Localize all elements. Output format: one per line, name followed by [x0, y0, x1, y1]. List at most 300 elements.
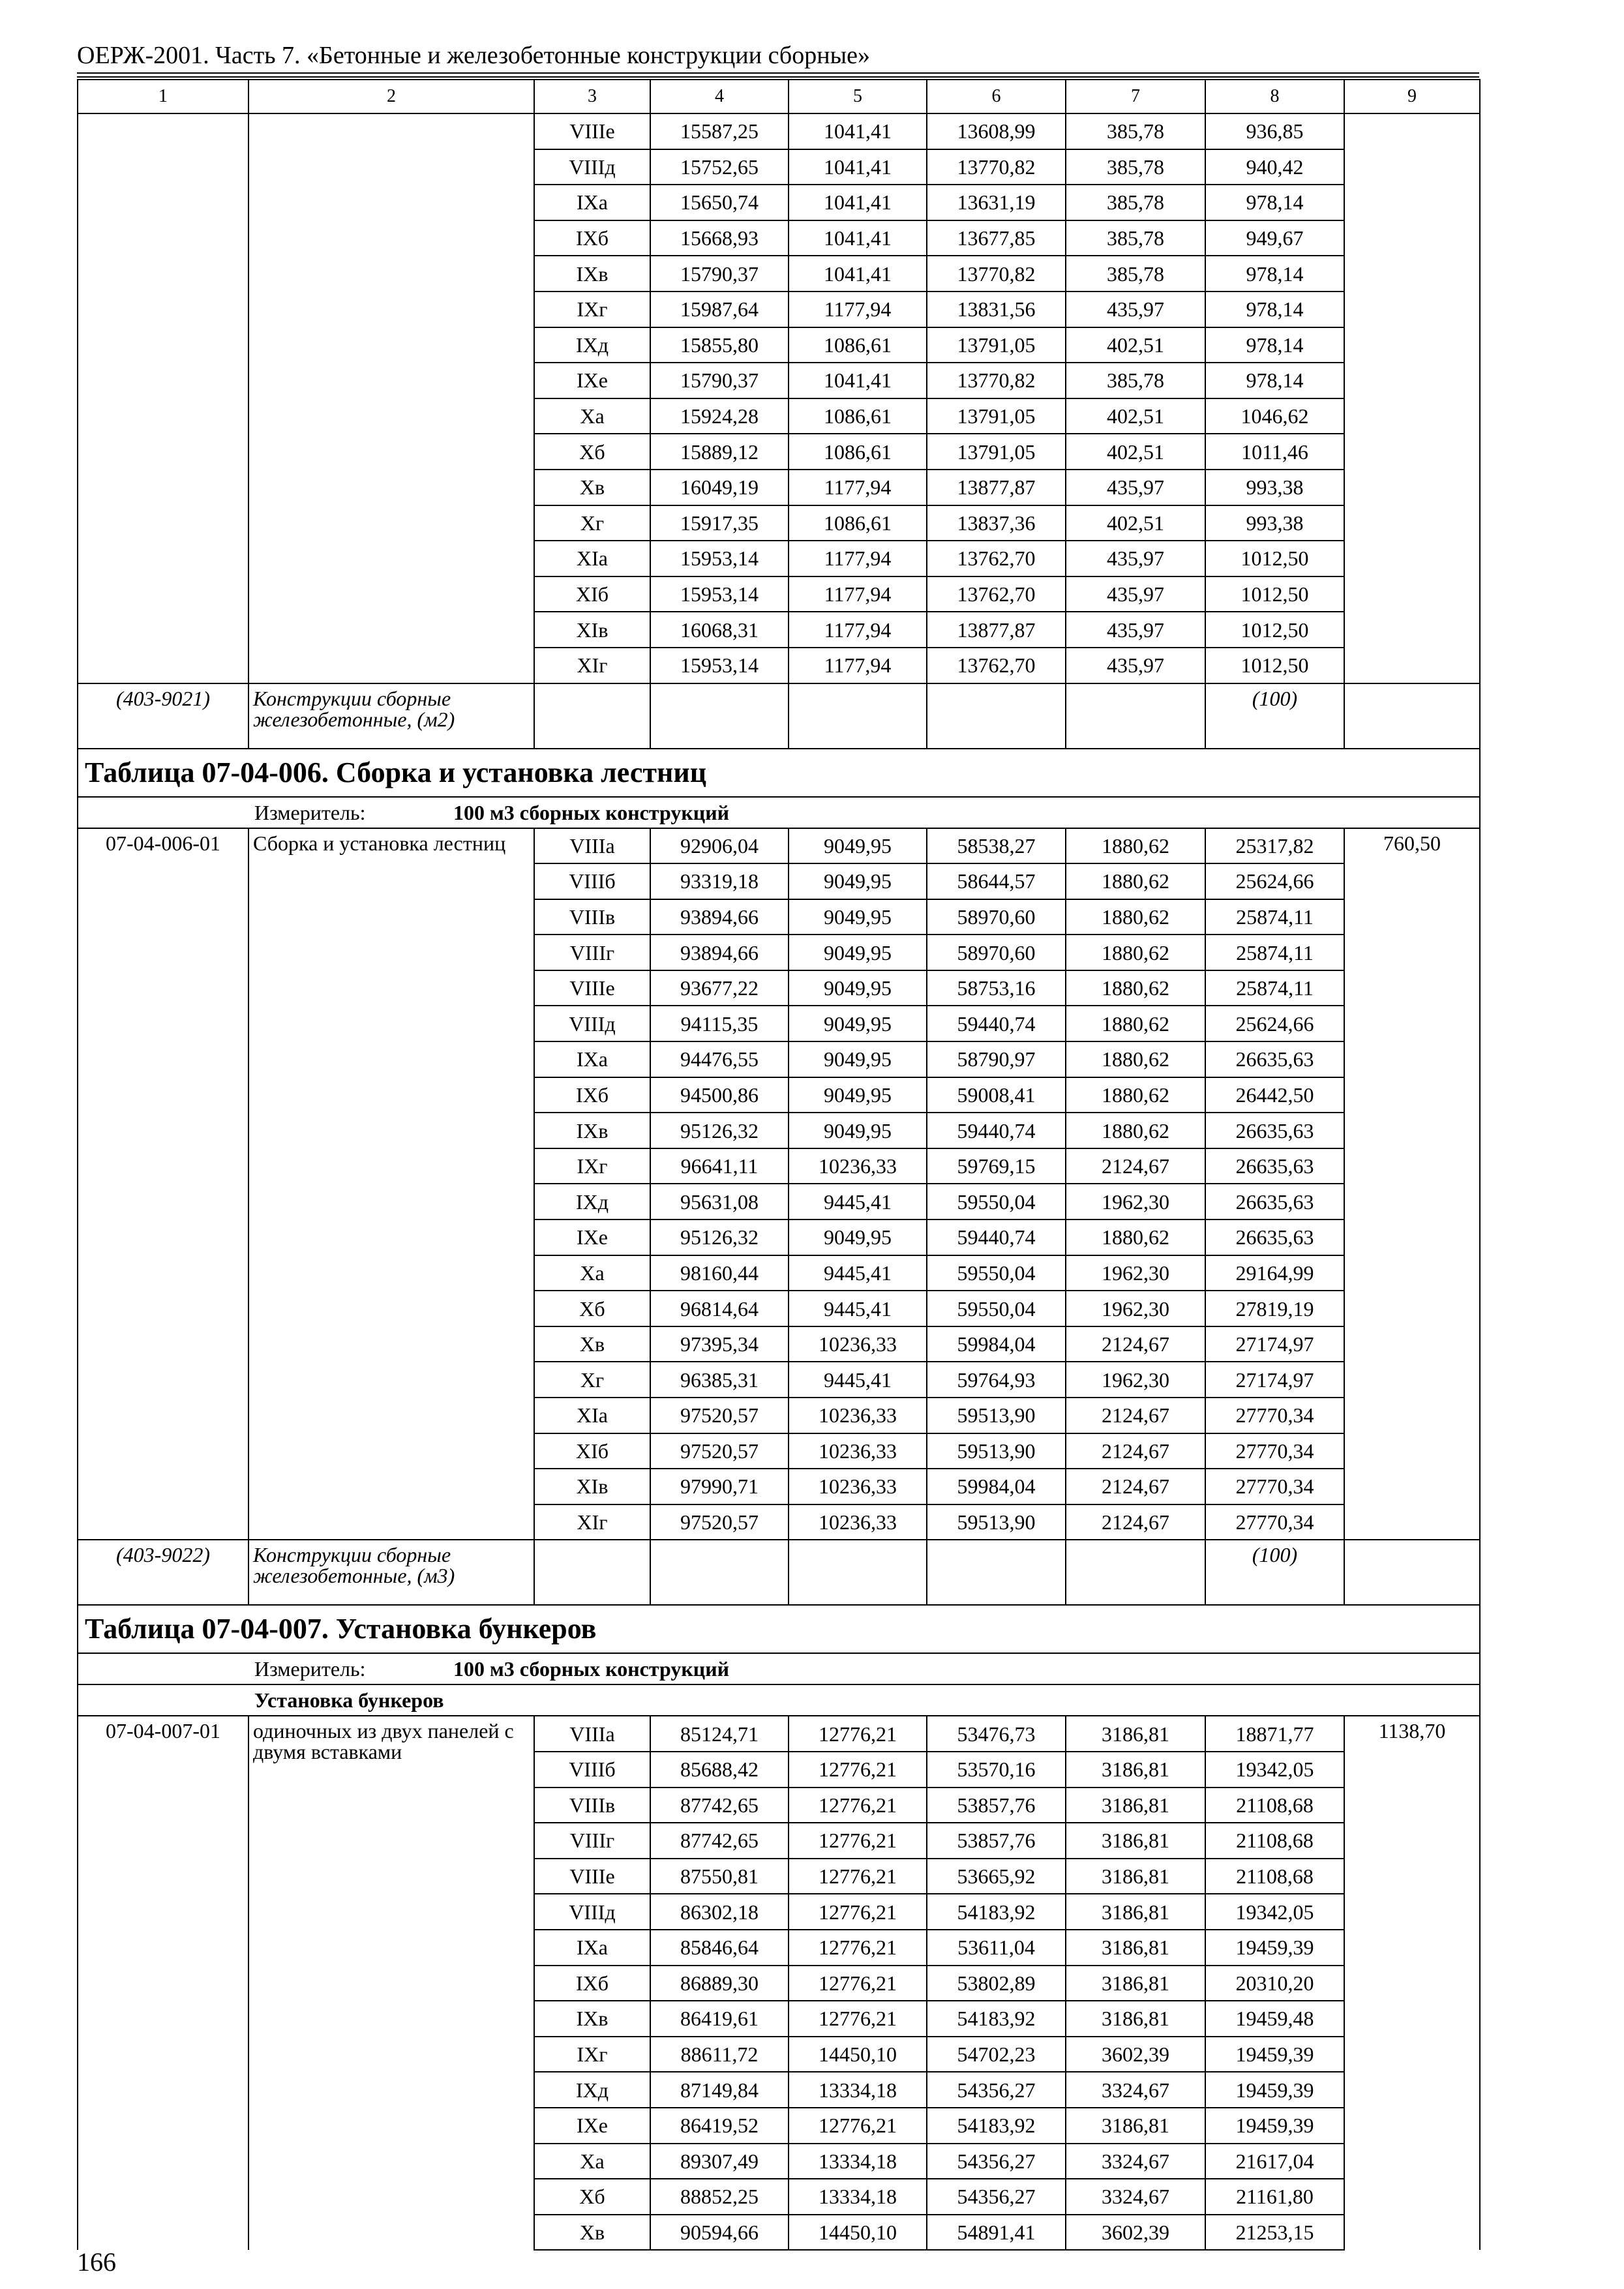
machinist-wages-cell: 3186,81 [1066, 2001, 1205, 2037]
machinist-wages-cell: 3324,67 [1066, 2072, 1205, 2108]
region-cell: XIв [534, 612, 650, 648]
machinist-wages-cell: 1962,30 [1066, 1255, 1205, 1291]
region-cell: VIIIд [534, 149, 650, 185]
region-cell: IXе [534, 2108, 650, 2144]
measure-cell [78, 797, 1480, 828]
wages-cell: 12776,21 [789, 1823, 927, 1859]
wages-cell: 1177,94 [789, 648, 927, 683]
machinist-wages-cell: 385,78 [1066, 363, 1205, 398]
materials-cell: 26635,63 [1205, 1148, 1344, 1184]
materials-cell: 25317,82 [1205, 828, 1344, 864]
machinist-wages-cell: 1880,62 [1066, 1041, 1205, 1077]
machines-cell: 58970,60 [927, 899, 1066, 935]
materials-cell: 20310,20 [1205, 1966, 1344, 2001]
region-cell: Xг [534, 1362, 650, 1398]
region-cell: Xа [534, 2144, 650, 2179]
region-cell: XIа [534, 1398, 650, 1433]
total-cost-cell: 15917,35 [650, 505, 789, 541]
total-cost-cell: 92906,04 [650, 828, 789, 864]
total-cost-cell: 96814,64 [650, 1291, 789, 1326]
machinist-wages-cell: 1880,62 [1066, 1113, 1205, 1148]
region-cell: Xв [534, 2215, 650, 2251]
wages-cell: 10236,33 [789, 1469, 927, 1504]
wages-cell: 9049,95 [789, 863, 927, 899]
materials-cell: 1046,62 [1205, 398, 1344, 434]
materials-cell: 940,42 [1205, 149, 1344, 185]
column-number: 5 [789, 80, 927, 113]
region-cell: XIб [534, 576, 650, 612]
empty-cell [1066, 1540, 1205, 1605]
machines-cell: 54356,27 [927, 2144, 1066, 2179]
machinist-wages-cell: 385,78 [1066, 220, 1205, 256]
machines-cell: 59440,74 [927, 1006, 1066, 1041]
machinist-wages-cell: 3186,81 [1066, 1716, 1205, 1752]
labor-cost-cell: 760,50 [1344, 828, 1480, 1540]
column-number: 6 [927, 80, 1066, 113]
materials-cell: 1012,50 [1205, 648, 1344, 683]
materials-cell: 27770,34 [1205, 1398, 1344, 1433]
wages-cell: 12776,21 [789, 2001, 927, 2037]
region-cell: XIб [534, 1433, 650, 1469]
total-cost-cell: 96641,11 [650, 1148, 789, 1184]
machinist-wages-cell: 402,51 [1066, 505, 1205, 541]
materials-cell: 19459,39 [1205, 1930, 1344, 1966]
resource-row [78, 1540, 1480, 1605]
measure-label: Измеритель: [254, 1657, 366, 1681]
machines-cell: 53665,92 [927, 1859, 1066, 1894]
materials-cell: 1012,50 [1205, 541, 1344, 576]
machinist-wages-cell: 3186,81 [1066, 2108, 1205, 2144]
materials-cell: 25874,11 [1205, 899, 1344, 935]
total-cost-cell: 86302,18 [650, 1894, 789, 1930]
wages-cell: 13334,18 [789, 2072, 927, 2108]
region-cell: XIг [534, 1504, 650, 1540]
machinist-wages-cell: 385,78 [1066, 113, 1205, 149]
materials-cell: 21108,68 [1205, 1788, 1344, 1823]
machines-cell: 13877,87 [927, 470, 1066, 505]
empty-cell [927, 1540, 1066, 1605]
materials-cell: 1012,50 [1205, 576, 1344, 612]
region-cell: VIIIг [534, 935, 650, 970]
measure-cell [78, 1653, 1480, 1684]
page-number: 166 [77, 2247, 116, 2277]
wages-cell: 1177,94 [789, 541, 927, 576]
table-row [78, 113, 1480, 149]
materials-cell: 27770,34 [1205, 1433, 1344, 1469]
machinist-wages-cell: 435,97 [1066, 576, 1205, 612]
total-cost-cell: 15953,14 [650, 576, 789, 612]
total-cost-cell: 86419,61 [650, 2001, 789, 2037]
total-cost-cell: 85688,42 [650, 1752, 789, 1788]
region-cell: IXв [534, 1113, 650, 1148]
total-cost-cell: 15889,12 [650, 434, 789, 470]
machines-cell: 54183,92 [927, 1894, 1066, 1930]
machinist-wages-cell: 3186,81 [1066, 1823, 1205, 1859]
machines-cell: 58970,60 [927, 935, 1066, 970]
materials-cell: 19459,48 [1205, 2001, 1344, 2037]
materials-cell: 21108,68 [1205, 1823, 1344, 1859]
empty-cell [1066, 683, 1205, 749]
labor-cost-cell: 1138,70 [1344, 1716, 1480, 2250]
empty-cell [789, 1540, 927, 1605]
region-cell: IXг [534, 2037, 650, 2072]
machinist-wages-cell: 1962,30 [1066, 1184, 1205, 1219]
machines-cell: 13791,05 [927, 327, 1066, 363]
header-rule-double [77, 76, 1479, 78]
total-cost-cell: 15855,80 [650, 327, 789, 363]
machinist-wages-cell: 2124,67 [1066, 1433, 1205, 1469]
materials-cell: 26635,63 [1205, 1184, 1344, 1219]
machines-cell: 13831,56 [927, 292, 1066, 327]
wages-cell: 9049,95 [789, 1041, 927, 1077]
machines-cell: 59550,04 [927, 1184, 1066, 1219]
machines-cell: 59764,93 [927, 1362, 1066, 1398]
name-cell: Сборка и установка лестниц [248, 828, 534, 1540]
machinist-wages-cell: 1962,30 [1066, 1362, 1205, 1398]
machines-cell: 59513,90 [927, 1433, 1066, 1469]
materials-cell: 26442,50 [1205, 1077, 1344, 1113]
region-cell: VIIIб [534, 1752, 650, 1788]
machines-cell: 59550,04 [927, 1291, 1066, 1326]
total-cost-cell: 86419,52 [650, 2108, 789, 2144]
machinist-wages-cell: 3186,81 [1066, 1859, 1205, 1894]
machinist-wages-cell: 3324,67 [1066, 2179, 1205, 2215]
wages-cell: 9445,41 [789, 1184, 927, 1219]
machinist-wages-cell: 1880,62 [1066, 1219, 1205, 1255]
machines-cell: 13837,36 [927, 505, 1066, 541]
machinist-wages-cell: 2124,67 [1066, 1398, 1205, 1433]
wages-cell: 13334,18 [789, 2144, 927, 2179]
materials-cell: 29164,99 [1205, 1255, 1344, 1291]
code-cell [78, 113, 248, 683]
wages-cell: 1041,41 [789, 363, 927, 398]
region-cell: VIIIб [534, 863, 650, 899]
machinist-wages-cell: 3186,81 [1066, 1966, 1205, 2001]
table-row [78, 828, 1480, 864]
total-cost-cell: 93319,18 [650, 863, 789, 899]
region-cell: IXа [534, 1930, 650, 1966]
machines-cell: 13762,70 [927, 541, 1066, 576]
wages-cell: 12776,21 [789, 1788, 927, 1823]
machinist-wages-cell: 3602,39 [1066, 2215, 1205, 2251]
total-cost-cell: 95126,32 [650, 1219, 789, 1255]
materials-cell: 27819,19 [1205, 1291, 1344, 1326]
labor-cost-cell [1344, 113, 1480, 683]
table-title: Таблица 07-04-007. Установка бункеров [78, 1605, 1480, 1653]
wages-cell: 1041,41 [789, 220, 927, 256]
machinist-wages-cell: 2124,67 [1066, 1469, 1205, 1504]
machines-cell: 59513,90 [927, 1398, 1066, 1433]
header-rule [77, 72, 1479, 74]
machines-cell: 53857,76 [927, 1823, 1066, 1859]
total-cost-cell: 15668,93 [650, 220, 789, 256]
materials-cell: 21108,68 [1205, 1859, 1344, 1894]
region-cell: IXа [534, 1041, 650, 1077]
column-number: 8 [1205, 80, 1344, 113]
region-cell: IXе [534, 363, 650, 398]
machines-cell: 13791,05 [927, 398, 1066, 434]
machinist-wages-cell: 435,97 [1066, 470, 1205, 505]
resource-code: (403-9021) [78, 683, 248, 749]
machinist-wages-cell: 2124,67 [1066, 1326, 1205, 1362]
region-cell: IXд [534, 1184, 650, 1219]
machines-cell: 53857,76 [927, 1788, 1066, 1823]
wages-cell: 9049,95 [789, 1077, 927, 1113]
machines-cell: 54702,23 [927, 2037, 1066, 2072]
machines-cell: 58644,57 [927, 863, 1066, 899]
total-cost-cell: 93677,22 [650, 970, 789, 1006]
empty-cell [650, 1540, 789, 1605]
total-cost-cell: 15924,28 [650, 398, 789, 434]
wages-cell: 12776,21 [789, 1716, 927, 1752]
measure-row [78, 1653, 1480, 1684]
materials-cell: 936,85 [1205, 113, 1344, 149]
empty-cell [789, 683, 927, 749]
total-cost-cell: 88852,25 [650, 2179, 789, 2215]
wages-cell: 1177,94 [789, 576, 927, 612]
total-cost-cell: 94115,35 [650, 1006, 789, 1041]
resource-name: Конструкции сборные железобетонные, (м3) [248, 1540, 534, 1605]
region-cell: IXв [534, 256, 650, 292]
total-cost-cell: 96385,31 [650, 1362, 789, 1398]
wages-cell: 10236,33 [789, 1398, 927, 1433]
machines-cell: 13770,82 [927, 256, 1066, 292]
materials-cell: 1011,46 [1205, 434, 1344, 470]
materials-cell: 978,14 [1205, 256, 1344, 292]
measure-row [78, 797, 1480, 828]
machines-cell: 54891,41 [927, 2215, 1066, 2251]
machines-cell: 58753,16 [927, 970, 1066, 1006]
wages-cell: 1041,41 [789, 113, 927, 149]
region-cell: Xб [534, 2179, 650, 2215]
total-cost-cell: 90594,66 [650, 2215, 789, 2251]
total-cost-cell: 87550,81 [650, 1859, 789, 1894]
total-cost-cell: 97395,34 [650, 1326, 789, 1362]
resource-quantity: (100) [1205, 683, 1344, 749]
machines-cell: 59984,04 [927, 1326, 1066, 1362]
machines-cell: 13608,99 [927, 113, 1066, 149]
wages-cell: 12776,21 [789, 2108, 927, 2144]
total-cost-cell: 88611,72 [650, 2037, 789, 2072]
wages-cell: 14450,10 [789, 2215, 927, 2251]
code-cell: 07-04-007-01 [78, 1716, 248, 2250]
machinist-wages-cell: 1880,62 [1066, 1077, 1205, 1113]
materials-cell: 19459,39 [1205, 2072, 1344, 2108]
total-cost-cell: 98160,44 [650, 1255, 789, 1291]
materials-cell: 978,14 [1205, 292, 1344, 327]
total-cost-cell: 87742,65 [650, 1788, 789, 1823]
machinist-wages-cell: 385,78 [1066, 185, 1205, 220]
machines-cell: 53476,73 [927, 1716, 1066, 1752]
total-cost-cell: 93894,66 [650, 899, 789, 935]
total-cost-cell: 97990,71 [650, 1469, 789, 1504]
column-number: 9 [1344, 80, 1480, 113]
machines-cell: 54356,27 [927, 2179, 1066, 2215]
machinist-wages-cell: 385,78 [1066, 256, 1205, 292]
table-row [78, 1716, 1480, 1752]
wages-cell: 10236,33 [789, 1504, 927, 1540]
materials-cell: 978,14 [1205, 185, 1344, 220]
column-number: 2 [248, 80, 534, 113]
region-cell: VIIIе [534, 1859, 650, 1894]
machines-cell: 53611,04 [927, 1930, 1066, 1966]
region-cell: IXе [534, 1219, 650, 1255]
total-cost-cell: 85846,64 [650, 1930, 789, 1966]
machinist-wages-cell: 1880,62 [1066, 970, 1205, 1006]
machines-cell: 59008,41 [927, 1077, 1066, 1113]
wages-cell: 1041,41 [789, 256, 927, 292]
machines-cell: 13770,82 [927, 149, 1066, 185]
wages-cell: 1086,61 [789, 505, 927, 541]
measure-value: 100 м3 сборных конструкций [453, 800, 730, 824]
region-cell: IXб [534, 1966, 650, 2001]
empty-cell [927, 683, 1066, 749]
machinist-wages-cell: 3186,81 [1066, 1752, 1205, 1788]
resource-quantity: (100) [1205, 1540, 1344, 1605]
machines-cell: 58790,97 [927, 1041, 1066, 1077]
wages-cell: 10236,33 [789, 1433, 927, 1469]
total-cost-cell: 87149,84 [650, 2072, 789, 2108]
region-cell: Xг [534, 505, 650, 541]
machinist-wages-cell: 2124,67 [1066, 1148, 1205, 1184]
wages-cell: 12776,21 [789, 1859, 927, 1894]
empty-cell [1344, 683, 1480, 749]
wages-cell: 1041,41 [789, 149, 927, 185]
region-cell: IXа [534, 185, 650, 220]
region-cell: VIIIв [534, 899, 650, 935]
wages-cell: 9049,95 [789, 1006, 927, 1041]
machines-cell: 13877,87 [927, 612, 1066, 648]
total-cost-cell: 94500,86 [650, 1077, 789, 1113]
wages-cell: 9049,95 [789, 970, 927, 1006]
code-cell: 07-04-006-01 [78, 828, 248, 1540]
subheading-row [78, 1684, 1480, 1716]
rates-table [77, 79, 1481, 2251]
machines-cell: 54183,92 [927, 2108, 1066, 2144]
machinist-wages-cell: 402,51 [1066, 327, 1205, 363]
machines-cell: 54356,27 [927, 2072, 1066, 2108]
table-title: Таблица 07-04-006. Сборка и установка лестниц [78, 749, 1480, 797]
resource-name: Конструкции сборные железобетонные, (м2) [248, 683, 534, 749]
region-cell: IXд [534, 2072, 650, 2108]
machinist-wages-cell: 3186,81 [1066, 1894, 1205, 1930]
wages-cell: 1177,94 [789, 612, 927, 648]
materials-cell: 21161,80 [1205, 2179, 1344, 2215]
materials-cell: 18871,77 [1205, 1716, 1344, 1752]
materials-cell: 19342,05 [1205, 1894, 1344, 1930]
total-cost-cell: 95126,32 [650, 1113, 789, 1148]
materials-cell: 993,38 [1205, 505, 1344, 541]
region-cell: VIIIг [534, 1823, 650, 1859]
machines-cell: 53802,89 [927, 1966, 1066, 2001]
name-cell: одиночных из двух панелей с двумя вставками [248, 1716, 534, 2250]
region-cell: IXб [534, 1077, 650, 1113]
machinist-wages-cell: 3186,81 [1066, 1930, 1205, 1966]
region-cell: IXг [534, 292, 650, 327]
wages-cell: 1041,41 [789, 185, 927, 220]
materials-cell: 1012,50 [1205, 612, 1344, 648]
machinist-wages-cell: 402,51 [1066, 398, 1205, 434]
column-number: 4 [650, 80, 789, 113]
materials-cell: 27770,34 [1205, 1469, 1344, 1504]
total-cost-cell: 97520,57 [650, 1398, 789, 1433]
column-number: 3 [534, 80, 650, 113]
total-cost-cell: 97520,57 [650, 1433, 789, 1469]
machinist-wages-cell: 3602,39 [1066, 2037, 1205, 2072]
rates-table-body [78, 80, 1480, 2250]
region-cell: VIIIе [534, 970, 650, 1006]
wages-cell: 9049,95 [789, 899, 927, 935]
subheading: Установка бункеров [78, 1684, 1480, 1716]
machines-cell: 13631,19 [927, 185, 1066, 220]
materials-cell: 26635,63 [1205, 1113, 1344, 1148]
wages-cell: 12776,21 [789, 1752, 927, 1788]
wages-cell: 9445,41 [789, 1362, 927, 1398]
resource-row [78, 683, 1480, 749]
total-cost-cell: 15752,65 [650, 149, 789, 185]
materials-cell: 978,14 [1205, 327, 1344, 363]
total-cost-cell: 94476,55 [650, 1041, 789, 1077]
total-cost-cell: 85124,71 [650, 1716, 789, 1752]
wages-cell: 14450,10 [789, 2037, 927, 2072]
resource-code: (403-9022) [78, 1540, 248, 1605]
machines-cell: 59984,04 [927, 1469, 1066, 1504]
region-cell: VIIIа [534, 828, 650, 864]
machines-cell: 54183,92 [927, 2001, 1066, 2037]
wages-cell: 1086,61 [789, 398, 927, 434]
materials-cell: 21617,04 [1205, 2144, 1344, 2179]
machines-cell: 13770,82 [927, 363, 1066, 398]
measure-value: 100 м3 сборных конструкций [453, 1657, 730, 1681]
empty-cell [534, 1540, 650, 1605]
materials-cell: 26635,63 [1205, 1219, 1344, 1255]
machines-cell: 13677,85 [927, 220, 1066, 256]
machinist-wages-cell: 1880,62 [1066, 899, 1205, 935]
region-cell: XIг [534, 648, 650, 683]
materials-cell: 978,14 [1205, 363, 1344, 398]
materials-cell: 25874,11 [1205, 935, 1344, 970]
empty-cell [650, 683, 789, 749]
wages-cell: 1086,61 [789, 327, 927, 363]
materials-cell: 26635,63 [1205, 1041, 1344, 1077]
region-cell: XIв [534, 1469, 650, 1504]
machinist-wages-cell: 385,78 [1066, 149, 1205, 185]
materials-cell: 25624,66 [1205, 1006, 1344, 1041]
wages-cell: 9049,95 [789, 935, 927, 970]
wages-cell: 1086,61 [789, 434, 927, 470]
total-cost-cell: 97520,57 [650, 1504, 789, 1540]
total-cost-cell: 15987,64 [650, 292, 789, 327]
total-cost-cell: 87742,65 [650, 1823, 789, 1859]
machines-cell: 59440,74 [927, 1113, 1066, 1148]
region-cell: VIIIа [534, 1716, 650, 1752]
materials-cell: 19459,39 [1205, 2108, 1344, 2144]
page-header: ОЕРЖ-2001. Часть 7. «Бетонные и железобетонные конструкции сборные» [77, 42, 870, 69]
materials-cell: 19459,39 [1205, 2037, 1344, 2072]
machines-cell: 59440,74 [927, 1219, 1066, 1255]
region-cell: IXг [534, 1148, 650, 1184]
wages-cell: 12776,21 [789, 1930, 927, 1966]
total-cost-cell: 89307,49 [650, 2144, 789, 2179]
name-cell [248, 113, 534, 683]
column-number: 7 [1066, 80, 1205, 113]
region-cell: Xб [534, 434, 650, 470]
materials-cell: 19342,05 [1205, 1752, 1344, 1788]
region-cell: Xа [534, 398, 650, 434]
region-cell: XIа [534, 541, 650, 576]
total-cost-cell: 86889,30 [650, 1966, 789, 2001]
region-cell: VIIIв [534, 1788, 650, 1823]
